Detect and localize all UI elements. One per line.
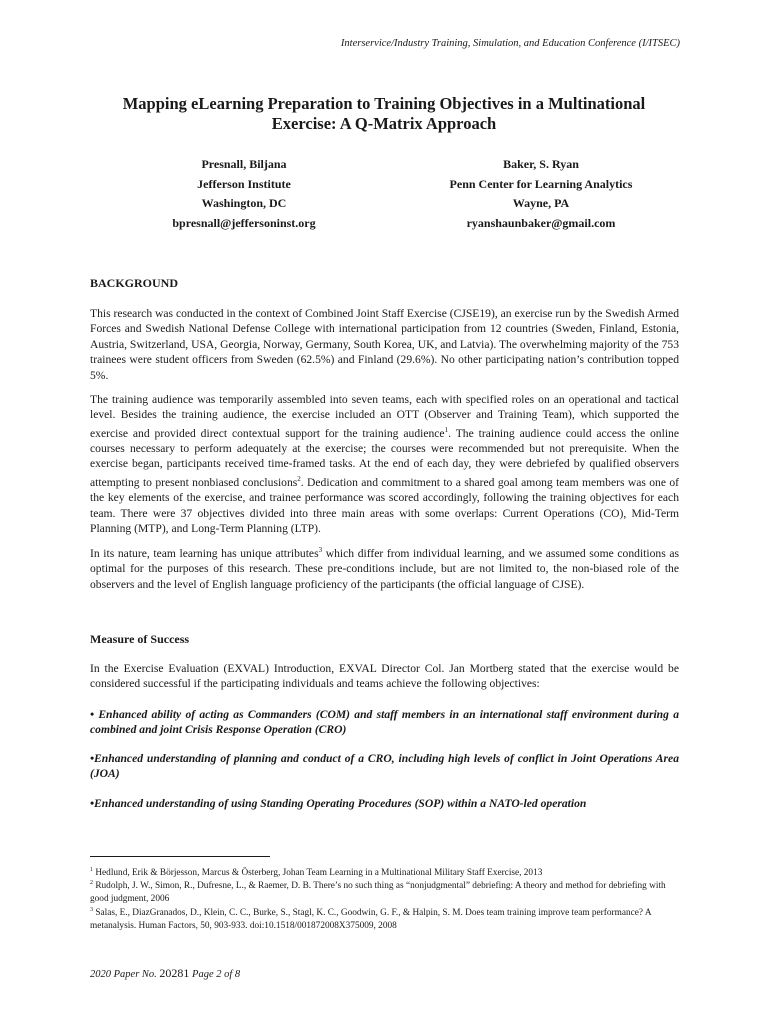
footnote-mark: 1 <box>90 867 93 873</box>
running-header: Interservice/Industry Training, Simulation, and Education Conference (I/ITSEC) <box>340 38 680 49</box>
author-block-1 <box>94 155 394 233</box>
background-paragraph-1: This research was conducted in the context of Combined Joint Staff Exercise (CJSE19), an exercise run by the Swedish Armed Forces and Swedish National Defense College with international participation from 12 countries (Sweden, Finland, Estonia, Austria, Switzerland, USA, Georgia, Norway, Germany, South Korea, UK, and Latvia). The overwhelming majority of the 753 trainees were student officers from Sweden (62.5%) and Finland (29.6%). No other participating nation’s contribution topped 5%. <box>90 307 679 382</box>
section-heading-background: BACKGROUND <box>90 276 179 290</box>
paragraph-text: The training audience was temporarily assembled into seven teams, each with specified roles on an operational and tactical level. Besides the training audience, the exercise included an OTT (Observer and Training Team), which supported the exercise and provided direct contextual support for the training audience <box>90 393 679 440</box>
author-location: Washington, DC <box>201 196 287 210</box>
footnote-ref: 1 <box>444 425 449 434</box>
objective-item: • Enhanced ability of acting as Commanders (COM) and staff members in an international staff environment during a combined and joint Crisis Response Operation (CRO) <box>90 708 679 737</box>
page-info: Page 2 of 8 <box>189 969 241 980</box>
footnote-mark: 3 <box>90 907 93 913</box>
paper-title: Mapping eLearning Preparation to Training Objectives in a Multinational Exercise: A Q-Matrix Approach <box>122 94 646 133</box>
footnote-3 <box>90 904 679 933</box>
paper-number: 20281 <box>159 966 190 980</box>
objective-item: •Enhanced understanding of using Standing Operating Procedures (SOP) within a NATO-led operation <box>90 797 587 810</box>
paragraph-text: . Dedication and commitment to a shared goal among team members was one of the key elements of the exercise, and trainee performance was scored accordingly, following the training objectives for each team. There were 37 objectives divided into three main areas with some overlaps: Current Operations (CO), Mid-Term Planning (MTP), and Long-Term Planning (LTP). <box>90 475 679 535</box>
footer-prefix: 2020 Paper No. <box>90 969 160 980</box>
background-paragraph-2 <box>90 392 679 536</box>
paragraph-text: . The training audience could access the online courses necessary to perform adequately at the exercise; the courses were recommended but not prerequisite. When the exercise began, participants received time-framed tasks. At the end of each day, they were debriefed by qualified observers attempting to present nonbiased conclusions <box>90 426 679 489</box>
page-footer <box>90 966 240 981</box>
author-block-2 <box>391 155 691 233</box>
objective-item: •Enhanced understanding of planning and conduct of a CRO, including high levels of conflict in Joint Operations Area (JOA) <box>90 752 679 781</box>
background-paragraph-3 <box>90 543 679 592</box>
author-email: bpresnall@jeffersoninst.org <box>172 215 316 230</box>
footnote-text: Rudolph, J. W., Simon, R., Dufresne, L., & Raemer, D. B. There’s no such thing as “nonjudgmental” debriefing: A theory and method for debriefing with good judgment, 2006 <box>90 881 666 905</box>
author-affiliation: Penn Center for Learning Analytics <box>449 176 633 191</box>
footnote-2 <box>90 877 679 906</box>
paragraph-text: In its nature, team learning has unique attributes <box>90 546 319 560</box>
footnote-mark: 2 <box>90 880 93 886</box>
footnote-text: Hedlund, Erik & Börjesson, Marcus & Österberg, Johan Team Learning in a Multinational Military Staff Exercise, 2013 <box>93 868 543 879</box>
footnote-ref: 2 <box>297 474 301 483</box>
author-name: Baker, S. Ryan <box>503 157 579 171</box>
measure-intro: In the Exercise Evaluation (EXVAL) Introduction, EXVAL Director Col. Jan Mortberg stated that the exercise would be considered successful if the participating individuals and teams achieve the following objectives: <box>90 662 679 691</box>
author-name: Presnall, Biljana <box>201 157 287 171</box>
footnote-divider <box>90 856 270 857</box>
footnote-ref: 3 <box>318 546 323 554</box>
author-email: ryanshaunbaker@gmail.com <box>466 215 616 230</box>
footnote-text: Salas, E., DiazGranados, D., Klein, C. C., Burke, S., Stagl, K. C., Goodwin, G. F., & Halpin, S. M. Does team training improve team performance? A metanalysis. Human Factors, 50, 903-933. doi:10.1518/001872008X375009, 2008 <box>90 908 652 932</box>
section-heading-measure: Measure of Success <box>90 632 190 646</box>
paragraph-text: which differ from individual learning, and we assumed some conditions as optimal for the purposes of this research. These pre-conditions include, but are not limited to, the non-biased role of the observers and the level of English language proficiency of the participants (the official language of CJSE). <box>90 546 679 591</box>
author-location: Wayne, PA <box>512 196 570 210</box>
author-affiliation: Jefferson Institute <box>197 176 291 191</box>
